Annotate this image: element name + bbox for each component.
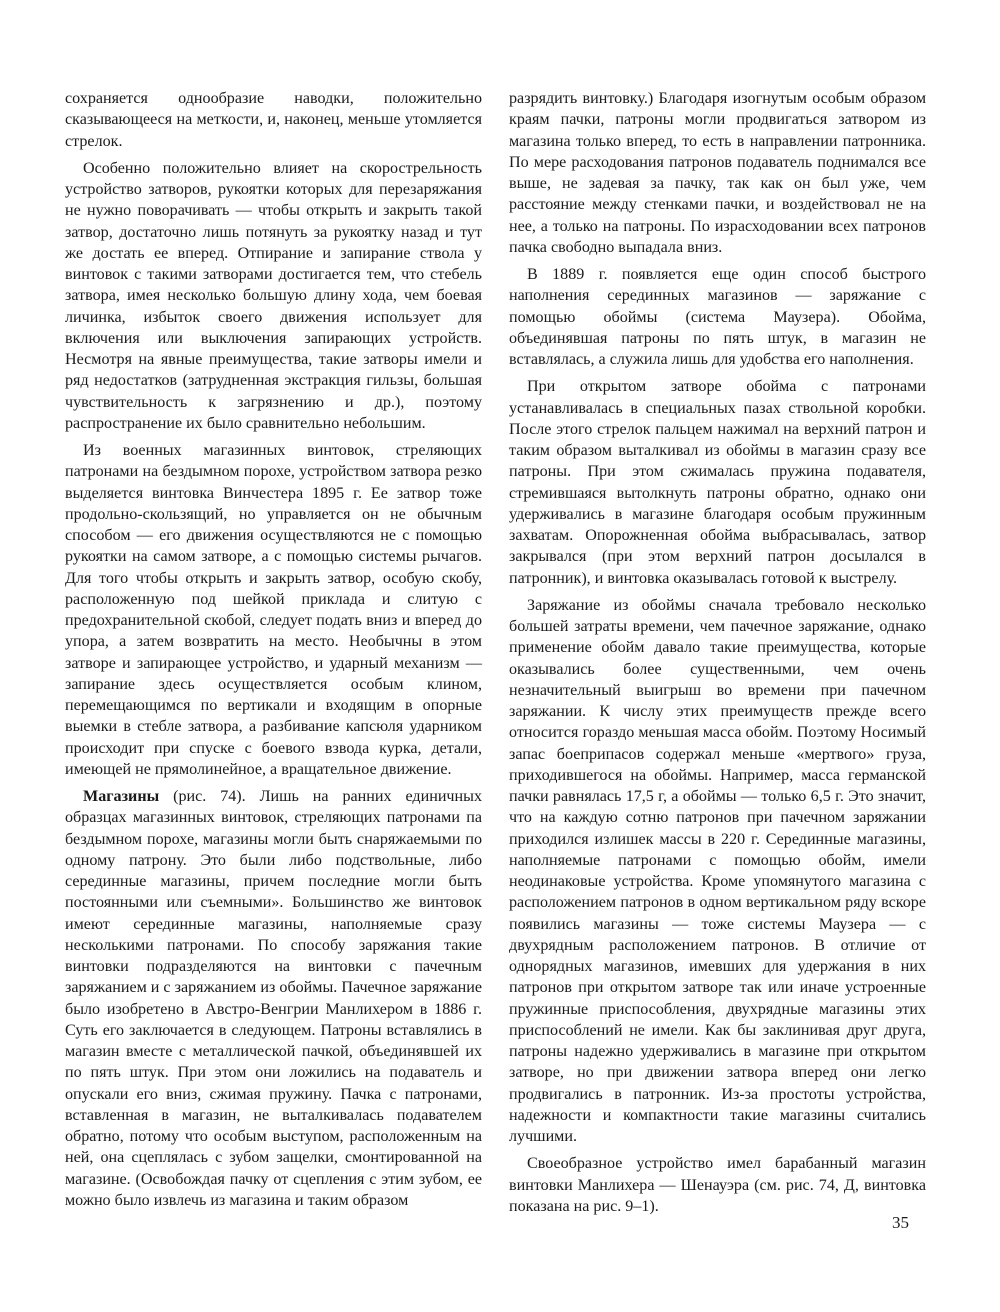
paragraph: сохраняется однообразие наводки, положительно сказывающееся на меткости, и, наконец, меньше утомляется стрелок. — [65, 90, 482, 150]
right-text-column — [509, 88, 926, 1217]
page-number: 35 — [892, 1213, 909, 1232]
paragraph: разрядить винтовку.) Благодаря изогнутым особым образом краям пачки, патроны могли продвигаться затвором из магазина только вперед, то есть в направлении патронника. По мере расходования патронов подаватель поднимался все выше, не задевая за пачку, так как он был уже, чем расстояние между стенками пачки, и воздействовал не на нее, а только на патроны. По израсходовании всех патронов пачка свободно выпадала вниз. — [509, 90, 926, 256]
paragraph: При открытом затворе обойма с патронами устанавливалась в специальных пазах ствольной коробки. После этого стрелок пальцем нажимал на верхний патрон и таким образом выталкивал из обоймы в магазин сразу все патроны. При этом сжималась пружина подавателя, стремившаяся вытолкнуть патроны обратно, однако они удерживались в магазине благодаря особым пружинным захватам. Опорожненная обойма выбрасывалась, затвор закрывался (при этом верхний патрон досылался в патронник), и винтовка оказывалась готовой к выстрелу. — [509, 378, 926, 587]
left-text-column — [65, 88, 482, 1211]
paragraph: Заряжание из обоймы сначала требовало несколько большей затраты времени, чем пачечное заряжание, однако применение обойм давало такие преимущества, которые оказывались более существенными, чем очень незначительный выигрыш во времени при пачечном заряжании. К числу этих преимуществ прежде всего относится гораздо меньшая масса обойм. Поэтому Носимый запас боеприпасов содержал меньше «мертвого» груза, приходившегося на обоймы. Например, масса германской пачки равнялась 17,5 г, а обоймы — только 6,5 г. Это значит, что на каждую сотню патронов при пачечном заряжании приходился излишек массы в 220 г. Серединные магазины, наполняемые патронами с помощью обойм, имели неодинаковые устройства. Кроме упомянутого магазина с расположением патронов в одном вертикальном ряду вскоре появились магазины — тоже системы Маузера — с двухрядным расположением патронов. В отличие от однорядных магазинов, имевших для удержания в них патронов при открытом затворе так или иначе устроенные пружинные приспособления, двухрядные магазины этих приспособлений не имели. Как бы заклинивая друг друга, патроны надежно удерживались в магазине при открытом затворе, но при движении затвора вперед они легко продвигались в патронник. Из-за простоты устройства, надежности и компактности такие магазины считались лучшими. — [509, 596, 926, 1145]
section-lead-heading: Магазины — [83, 788, 160, 805]
paragraph: Особенно положительно влияет на скорострельность устройство затворов, рукоятки которых для перезаряжания не нужно поворачивать — чтобы открыть и закрыть такой затвор, достаточно лишь потянуть за рукоятку назад и тут же достать ее вперед. Отпирание и запирание ствола у винтовок с такими затворами достигается тем, что стебель затвора, имея несколько большую длину хода, чем боевая личинка, избыток своего движения использует для включения или выключения запирающих устройств. Несмотря на явные преимущества, такие затворы имели и ряд недостатков (затрудненная экстракция гильзы, большая чувствительность к загрязнению и др.), поэтому распространение их было сравнительно небольшим. — [65, 159, 482, 432]
paragraph-magaziny — [65, 786, 482, 1211]
paragraph: Из военных магазинных винтовок, стреляющих патронами на бездымном порохе, устройством затвора резко выделяется винтовка Винчестера 1895 г. Ее затвор тоже продольно-скользящий, но управляется он не обычным способом — его движения осуществляются не с помощью рукоятки на самом затворе, а с помощью системы рычагов. Для того чтобы открыть и закрыть затвор, особую скобу, расположенную под шейкой приклада и слитую с предохранительной скобой, следует подать вниз и вперед до упора, а затем возвратить на место. Необычны в этом затворе и запирающее устройство, и ударный механизм — запирание здесь осуществляется особым клином, перемещающимся по вертикали и входящим в опорные выемки в стебле затвора, а разбивание капсюля ударником происходит при спуске с боевого взвода курка, детали, имеющей не прямолинейное, а вращательное движение. — [65, 442, 482, 778]
paragraph-text: (рис. 74). Лишь на ранних единичных образцах магазинных винтовок, стреляющих патронами па бездымном порохе, магазины могли быть снаряжаемыми по одному патрону. Это были либо подствольные, либо серединные магазины, причем последние могли быть постоянными или съемными». Большинство же винтовок имеют серединные магазины, наполняемые сразу несколькими патронами. По способу заряжания такие винтовки подразделяются на винтовки с пачечным заряжанием и с заряжанием из обоймы. Пачечное заряжание было изобретено в Австро-Венгрии Манлихером в 1886 г. Суть его заключается в следующем. Патроны вставлялись в магазин вместе с металлической пачкой, объединявшей их по пять штук. При этом они ложились на подаватель и опускали его вниз, сжимая пружину. Пачка с патронами, вставленная в магазин, не выталкивалась подавателем обратно, потому что особым выступом, расположенным на ней, она сцеплялась с зубом защелки, смонтированной на магазине. (Освобождая пачку от сцепления с этим зубом, ее можно было извлечь из магазина и таким образом — [65, 788, 482, 1209]
paragraph: В 1889 г. появляется еще один способ быстрого наполнения серединных магазинов — заряжание с помощью обоймы (система Маузера). Обойма, объединявшая патроны по пять штук, в магазин не вставлялась, а служила лишь для удобства его наполнения. — [509, 266, 926, 368]
paragraph: Своеобразное устройство имел барабанный магазин винтовки Манлихера — Шенауэра (см. рис. 74, Д, винтовка показана на рис. 9–1). — [509, 1155, 926, 1215]
